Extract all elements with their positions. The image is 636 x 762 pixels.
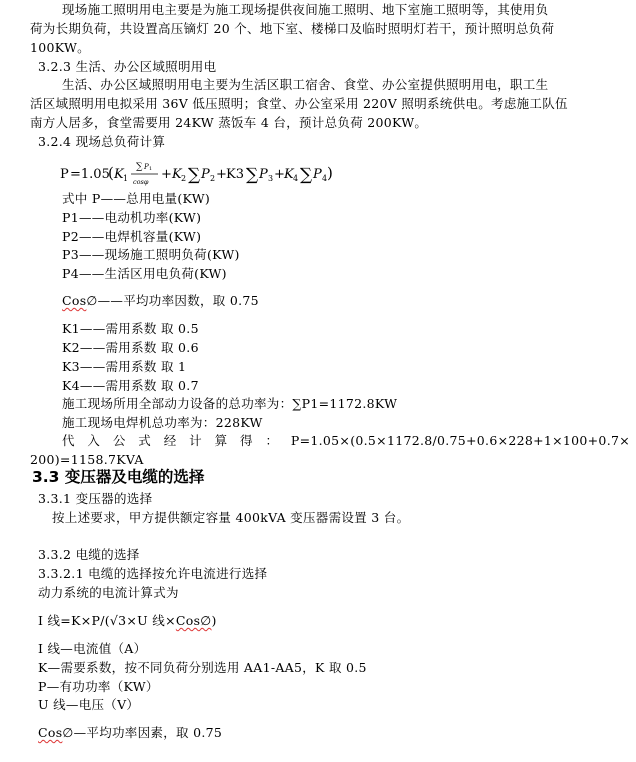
formula-frac-p: P (144, 163, 149, 171)
definition-shizhong: 式中 P——总用电量(KW) (62, 191, 211, 206)
heading-3-3-2: 3.3.2 电缆的选择 (38, 547, 140, 562)
formula-close-paren: ) (327, 164, 333, 182)
formula-p4-sub: 4 (322, 174, 328, 183)
formula-k2: K (172, 167, 182, 182)
paragraph-office-line1: 生活、办公区域照明用电主要为生活区职工宿舍、食堂、办公室提供照明用电，职工生 (62, 77, 549, 92)
cos-rest-2: ∅—平均功率因素，取 0.75 (62, 725, 223, 740)
paragraph-office-line3: 南方人居多，食堂需要用 24KW 蒸饭车 4 台，预计总负荷 200KW。 (30, 115, 428, 130)
heading-3-2-4: 3.2.4 现场总负荷计算 (38, 134, 166, 149)
definition-i-line: I 线—电流值（A） (38, 641, 147, 656)
current-formula-close: ) (211, 613, 217, 628)
formula-k1-sub: 1 (123, 174, 129, 183)
formula-p2: P (201, 167, 210, 182)
formula-k4: K (284, 167, 294, 182)
paragraph-office-line2: 活区域照明用电拟采用 36V 低压照明；食堂、办公室采用 220V 照明系统供电。考虑施工队伍 (30, 96, 568, 111)
formula-factor: =1.05 (70, 167, 110, 182)
definition-p3: P3——现场施工照明负荷(KW) (62, 247, 240, 262)
total-load-formula (60, 156, 380, 190)
formula-k2-sub: 2 (181, 174, 187, 183)
calculation-line1: 代入公式经计算得：P=1.05×(0.5×1172.8/0.75+0.6×228+1×100+0.7× (62, 433, 630, 448)
formula-plus-2: + (216, 167, 227, 182)
cos-word: Cos (62, 293, 87, 308)
formula-plus-1: + (161, 167, 172, 182)
formula-open-paren: ( (108, 164, 114, 182)
definition-u-line: U 线—电压（V） (38, 697, 140, 712)
calculation-line2: 200)=1158.7KVA (30, 452, 144, 467)
definition-k3: K3——需用系数 取 1 (62, 359, 187, 374)
current-formula (38, 612, 217, 629)
section-3-3-title: 3.3 变压器及电缆的选择 (32, 468, 205, 486)
formula-p4: P (313, 167, 322, 182)
formula-sum-2: ∑ (188, 165, 201, 185)
formula-frac-sum: ∑ (136, 162, 143, 172)
current-formula-main: I 线=K×P/(√3×U 线× (38, 613, 176, 628)
formula-p3: P (259, 167, 268, 182)
definition-cos-2 (38, 724, 222, 741)
definition-k1: K1——需用系数 取 0.5 (62, 321, 199, 336)
definition-p-power: P—有功功率（KW） (38, 679, 159, 694)
paragraph-lighting-line2: 荷为长期负荷，共设置高压镝灯 20 个、地下室、楼梯口及临时照明灯若干，预计照明总负荷 (30, 21, 555, 36)
formula-k4-sub: 4 (293, 174, 299, 183)
formula-p3-sub: 3 (268, 174, 274, 183)
formula-k1: K (114, 167, 124, 182)
cos-rest: ∅——平均功率因数，取 0.75 (86, 293, 259, 308)
definition-cos (62, 292, 259, 309)
paragraph-lighting-line3: 100KW。 (30, 40, 90, 55)
formula-lhs: P (60, 167, 69, 182)
definition-k-factor: K—需要系数，按不同负荷分别选用 AA1-AA5，K 取 0.5 (38, 660, 367, 675)
paragraph-lighting-line1: 现场施工照明用电主要是为施工现场提供夜间施工照明、地下室施工照明等，其使用负 (62, 2, 549, 17)
current-formula-intro: 动力系统的电流计算式为 (38, 585, 179, 600)
formula-frac-p-sub: 1 (149, 166, 153, 172)
formula-sum-3: ∑ (246, 165, 259, 185)
heading-3-2-3: 3.2.3 生活、办公区域照明用电 (38, 59, 217, 74)
definition-p4: P4——生活区用电负荷(KW) (62, 266, 227, 281)
total-power-text: 施工现场所用全部动力设备的总功率为：∑P1=1172.8KW (62, 396, 398, 411)
formula-p2-sub: 2 (210, 174, 216, 183)
formula-plus-3: + (274, 167, 285, 182)
definition-p1: P1——电动机功率(KW) (62, 210, 202, 225)
heading-3-3-1: 3.3.1 变压器的选择 (38, 491, 153, 506)
formula-frac-cos: cosφ (133, 178, 149, 186)
current-formula-cos: Cos∅ (175, 613, 212, 628)
cos-word-2: Cos (38, 725, 63, 740)
heading-3-3-2-1: 3.3.2.1 电缆的选择按允许电流进行选择 (38, 566, 268, 581)
formula-sum-4: ∑ (300, 165, 313, 185)
welder-power-text: 施工现场电焊机总功率为：228KW (62, 415, 263, 430)
definition-k4: K4——需用系数 取 0.7 (62, 378, 199, 393)
formula-k3: K3 (226, 167, 244, 182)
definition-k2: K2——需用系数 取 0.6 (62, 340, 199, 355)
paragraph-transformer: 按上述要求，甲方提供额定容量 400kVA 变压器需设置 3 台。 (52, 510, 410, 525)
definition-p2: P2——电焊机容量(KW) (62, 229, 202, 244)
